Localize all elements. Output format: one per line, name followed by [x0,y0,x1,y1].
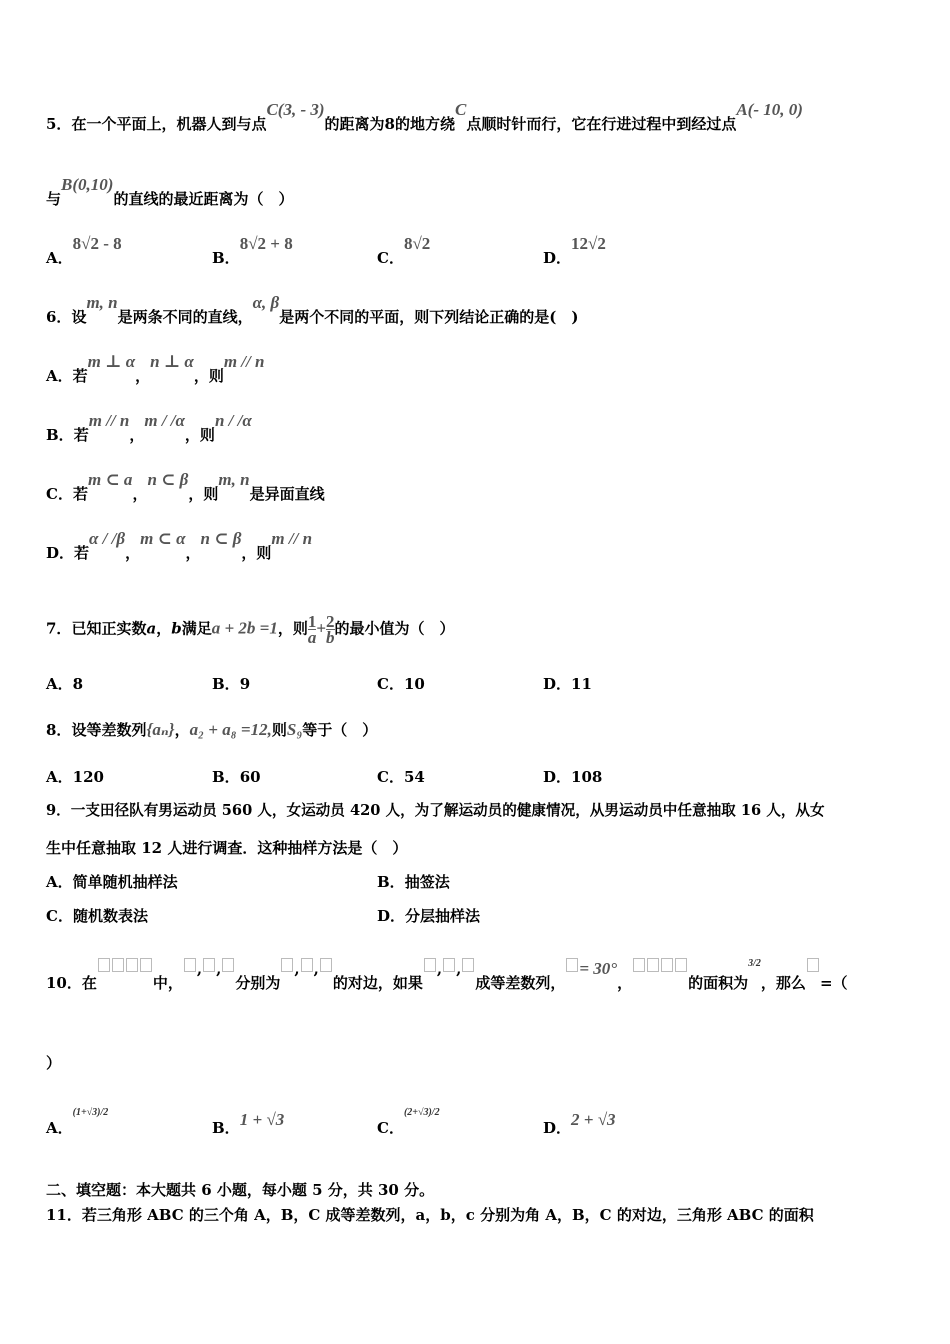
q7-text: 满足 [181,619,212,638]
option-math: m // n [271,529,313,548]
q6-math: m, n [86,293,118,312]
option-text: ， [132,485,148,503]
option-label: C． [377,768,404,786]
option-text: 简单随机抽样法 [72,873,178,891]
missing-glyph [443,958,455,972]
q8-option-a[interactable] [46,767,104,787]
q10-missing-glyphs-sides: , , [183,960,235,978]
q5-number: 5． [46,115,72,133]
q10-text: 分别为 [235,974,281,992]
option-value: 10 [403,675,425,693]
q7-text: 已知正实数 [71,619,147,638]
option-label: B． [212,1119,240,1137]
option-math: (2+√3)/2 [403,1107,440,1118]
missing-glyph [320,958,332,972]
option-math: 8√2 + 8 [239,234,293,253]
q7-fraction-2 [326,614,335,645]
missing-glyph [98,958,110,972]
q6-option-a[interactable] [46,352,265,386]
option-text: ，则 [188,485,219,503]
missing-glyph [675,958,687,972]
q10-text: =（ [819,974,848,992]
option-value: 8 [72,675,84,693]
option-math: α / /β [89,529,126,548]
q8-stem [46,720,377,740]
q5-option-d[interactable] [543,234,606,268]
q7-option-b[interactable] [212,674,250,694]
option-label: A． [46,367,73,385]
q7-constraint: a + 2b =1 [211,618,278,638]
missing-glyph [126,958,138,972]
q10-text: ， [617,974,633,992]
missing-glyph [807,958,819,972]
q10-angle-value: = 30° [579,959,618,978]
q5-option-b[interactable] [212,234,293,268]
missing-glyph [661,958,673,972]
fraction-numerator: 1 [307,612,317,631]
option-math: m / /α [144,411,185,430]
q8-text: ， [174,721,190,739]
option-text: ，则 [184,426,215,444]
missing-glyph [222,958,234,972]
q6-option-b[interactable] [46,411,252,445]
q5-text: 的直线的最近距离为（ ） [113,190,294,208]
option-text: ， [129,426,145,444]
q9-option-c[interactable] [46,906,148,926]
option-value: 108 [571,768,603,786]
q5-point-b: B(0,10) [61,175,114,194]
q8-option-b[interactable] [212,767,261,787]
q8-condition: a₂ + a₈ =12, [189,720,272,739]
option-label: A． [46,249,73,267]
q9-option-b[interactable] [377,872,450,892]
q5-text: 在一个平面上，机器人到与点 [71,115,267,133]
q10-angle [565,960,617,978]
option-text: 分层抽样法 [405,907,481,925]
q5-text: 与 [46,190,62,208]
q5-text: 的距离为8的地方绕 [324,115,455,133]
option-math: n ⊂ β [200,529,242,548]
option-math: 8√2 - 8 [72,234,122,253]
fraction-denominator: a [307,628,317,647]
option-text: 若 [74,544,90,562]
q10-number: 10． [46,974,82,992]
q5-line2 [46,175,294,209]
missing-glyph [424,958,436,972]
q9-option-d[interactable] [377,906,480,926]
option-label: C． [46,485,73,503]
missing-glyph [633,958,645,972]
q7-text: ，则 [277,619,308,638]
option-text: 若 [72,367,88,385]
missing-glyph [566,958,578,972]
option-label: C． [46,907,73,925]
q7-number: 7． [46,619,72,638]
option-label: A． [46,768,73,786]
q10-option-a[interactable] [46,1107,109,1141]
option-text: 随机数表法 [72,907,148,925]
q8-sequence: {aₙ} [146,720,175,739]
q5-text: 点顺时针而行，它在行进过程中到经过点 [466,115,737,133]
option-label: B． [46,426,74,444]
q7-text: 的最小值为（ ） [334,619,455,638]
q7-option-c[interactable] [377,674,425,694]
q5-line1 [46,100,803,134]
option-math: m // n [88,411,130,430]
option-text: ， [185,544,201,562]
missing-glyph [112,958,124,972]
option-label: B． [212,768,240,786]
option-math: m ⊂ a [87,470,133,489]
q10-option-c[interactable] [377,1107,440,1141]
q11-text: 11．若三角形 ABC 的三个角 A，B，C 成等差数列，a，b，c 分别为角 A，B，C 的对边，三角形 ABC 的面积 [46,1206,814,1224]
option-math: (1+√3)/2 [72,1107,109,1118]
option-value: 120 [72,768,104,786]
missing-glyph [647,958,659,972]
option-value: 9 [239,675,251,693]
option-math: n / /α [214,411,252,430]
option-math: n ⊂ β [147,470,189,489]
q6-text: 是两个不同的平面，则下列结论正确的是( ) [279,308,579,326]
section2-title: 二、填空题：本大题共 6 小题，每小题 5 分，共 30 分。 [46,1181,435,1199]
option-math: m ⊥ α [87,352,136,371]
q7-text: ， [156,619,172,638]
q7-option-d[interactable] [543,674,592,694]
option-label: C． [377,675,404,693]
option-text: 若 [73,426,89,444]
missing-glyph [462,958,474,972]
option-label: B． [377,873,405,891]
q5-point-c: C(3, - 3) [266,100,325,119]
option-math: m, n [218,470,250,489]
q10-stem [46,958,848,996]
q5-option-c[interactable] [377,234,431,268]
q10-text: 中， [152,974,183,992]
q7-var-b: b [171,619,182,638]
q10-missing-glyphs-triangle2 [632,960,688,978]
option-text: 若 [72,485,88,503]
q6-option-c[interactable] [46,470,325,504]
q10-missing-glyphs-angles: , , [280,960,332,978]
q5-c-label: C [454,100,467,119]
q10-area-value: 3/2 [748,958,761,969]
q6-text: 是两条不同的直线， [117,308,253,326]
option-value: 60 [239,768,261,786]
option-math: 1 + √3 [239,1110,285,1129]
missing-glyph [203,958,215,972]
q10-option-d[interactable] [543,1110,616,1138]
q8-sum: S₉ [286,720,303,739]
option-label: C． [377,249,404,267]
option-math: m ⊂ α [140,529,186,548]
option-label: C． [377,1119,404,1137]
option-label: D． [543,675,572,693]
q7-option-a[interactable] [46,674,83,694]
option-text: ， [135,367,151,385]
fraction-denominator: b [326,628,335,647]
option-label: A． [46,1119,73,1137]
q10-text: ，那么 [760,974,806,992]
q8-number: 8． [46,721,72,739]
q10-text: 的面积为 [688,974,749,992]
q8-option-c[interactable] [377,767,425,787]
option-label: D． [543,249,572,267]
q10-text: 在 [81,974,97,992]
q7-var-a: a [146,619,157,638]
option-math: 8√2 [403,234,431,253]
option-label: A． [46,873,73,891]
q8-text: 等于（ ） [302,721,378,739]
option-math: m // n [223,352,265,371]
option-text: 抽签法 [404,873,450,891]
option-label: B． [212,675,240,693]
q10-missing-glyph-answer [806,960,820,978]
option-text: 是异面直线 [249,485,325,503]
missing-glyph [184,958,196,972]
missing-glyph [140,958,152,972]
option-text: ， [125,544,141,562]
option-label: D． [46,544,75,562]
q9-line1: 9．一支田径队有男运动员 560 人，女运动员 420 人，为了解运动员的健康情况，从男运动员中任意抽取 16 人，从女 [46,802,825,819]
option-label: D． [543,1119,572,1137]
q9-option-a[interactable] [46,872,178,892]
missing-glyph [301,958,313,972]
option-text: ，则 [241,544,272,562]
q7-plus: + [316,618,327,638]
q5-option-a[interactable] [46,234,122,268]
q8-text: 则 [271,721,287,739]
option-value: 54 [403,768,425,786]
q10-text: 成等差数列， [475,974,566,992]
option-text: ，则 [193,367,224,385]
q6-text: 设 [71,308,87,326]
q10-text: 的对边，如果 [332,974,423,992]
q5-point-a: A(- 10, 0) [736,100,803,119]
missing-glyph [281,958,293,972]
q6-math: α, β [252,293,280,312]
q8-option-d[interactable] [543,767,602,787]
q10-option-b[interactable] [212,1110,285,1138]
option-label: B． [212,249,240,267]
q7-stem [46,614,455,645]
option-math: 2 + √3 [571,1110,616,1129]
q6-number: 6． [46,308,72,326]
q10-missing-glyphs-sequence: , , [423,960,475,978]
q9-line2: 生中任意抽取 12 人进行调查．这种抽样方法是（ ） [46,839,408,857]
q8-text: 设等差数列 [71,721,147,739]
fraction-numerator: 2 [326,612,335,631]
option-value: 11 [571,675,592,693]
option-math: n ⊥ α [150,352,194,371]
option-label: D． [543,768,572,786]
q10-close-paren: ） [46,1054,62,1072]
option-math: 12√2 [571,234,606,253]
q10-missing-glyphs-triangle [97,960,153,978]
option-label: D． [377,907,406,925]
q6-option-d[interactable] [46,529,313,563]
option-label: A． [46,675,73,693]
q6-stem [46,293,579,327]
